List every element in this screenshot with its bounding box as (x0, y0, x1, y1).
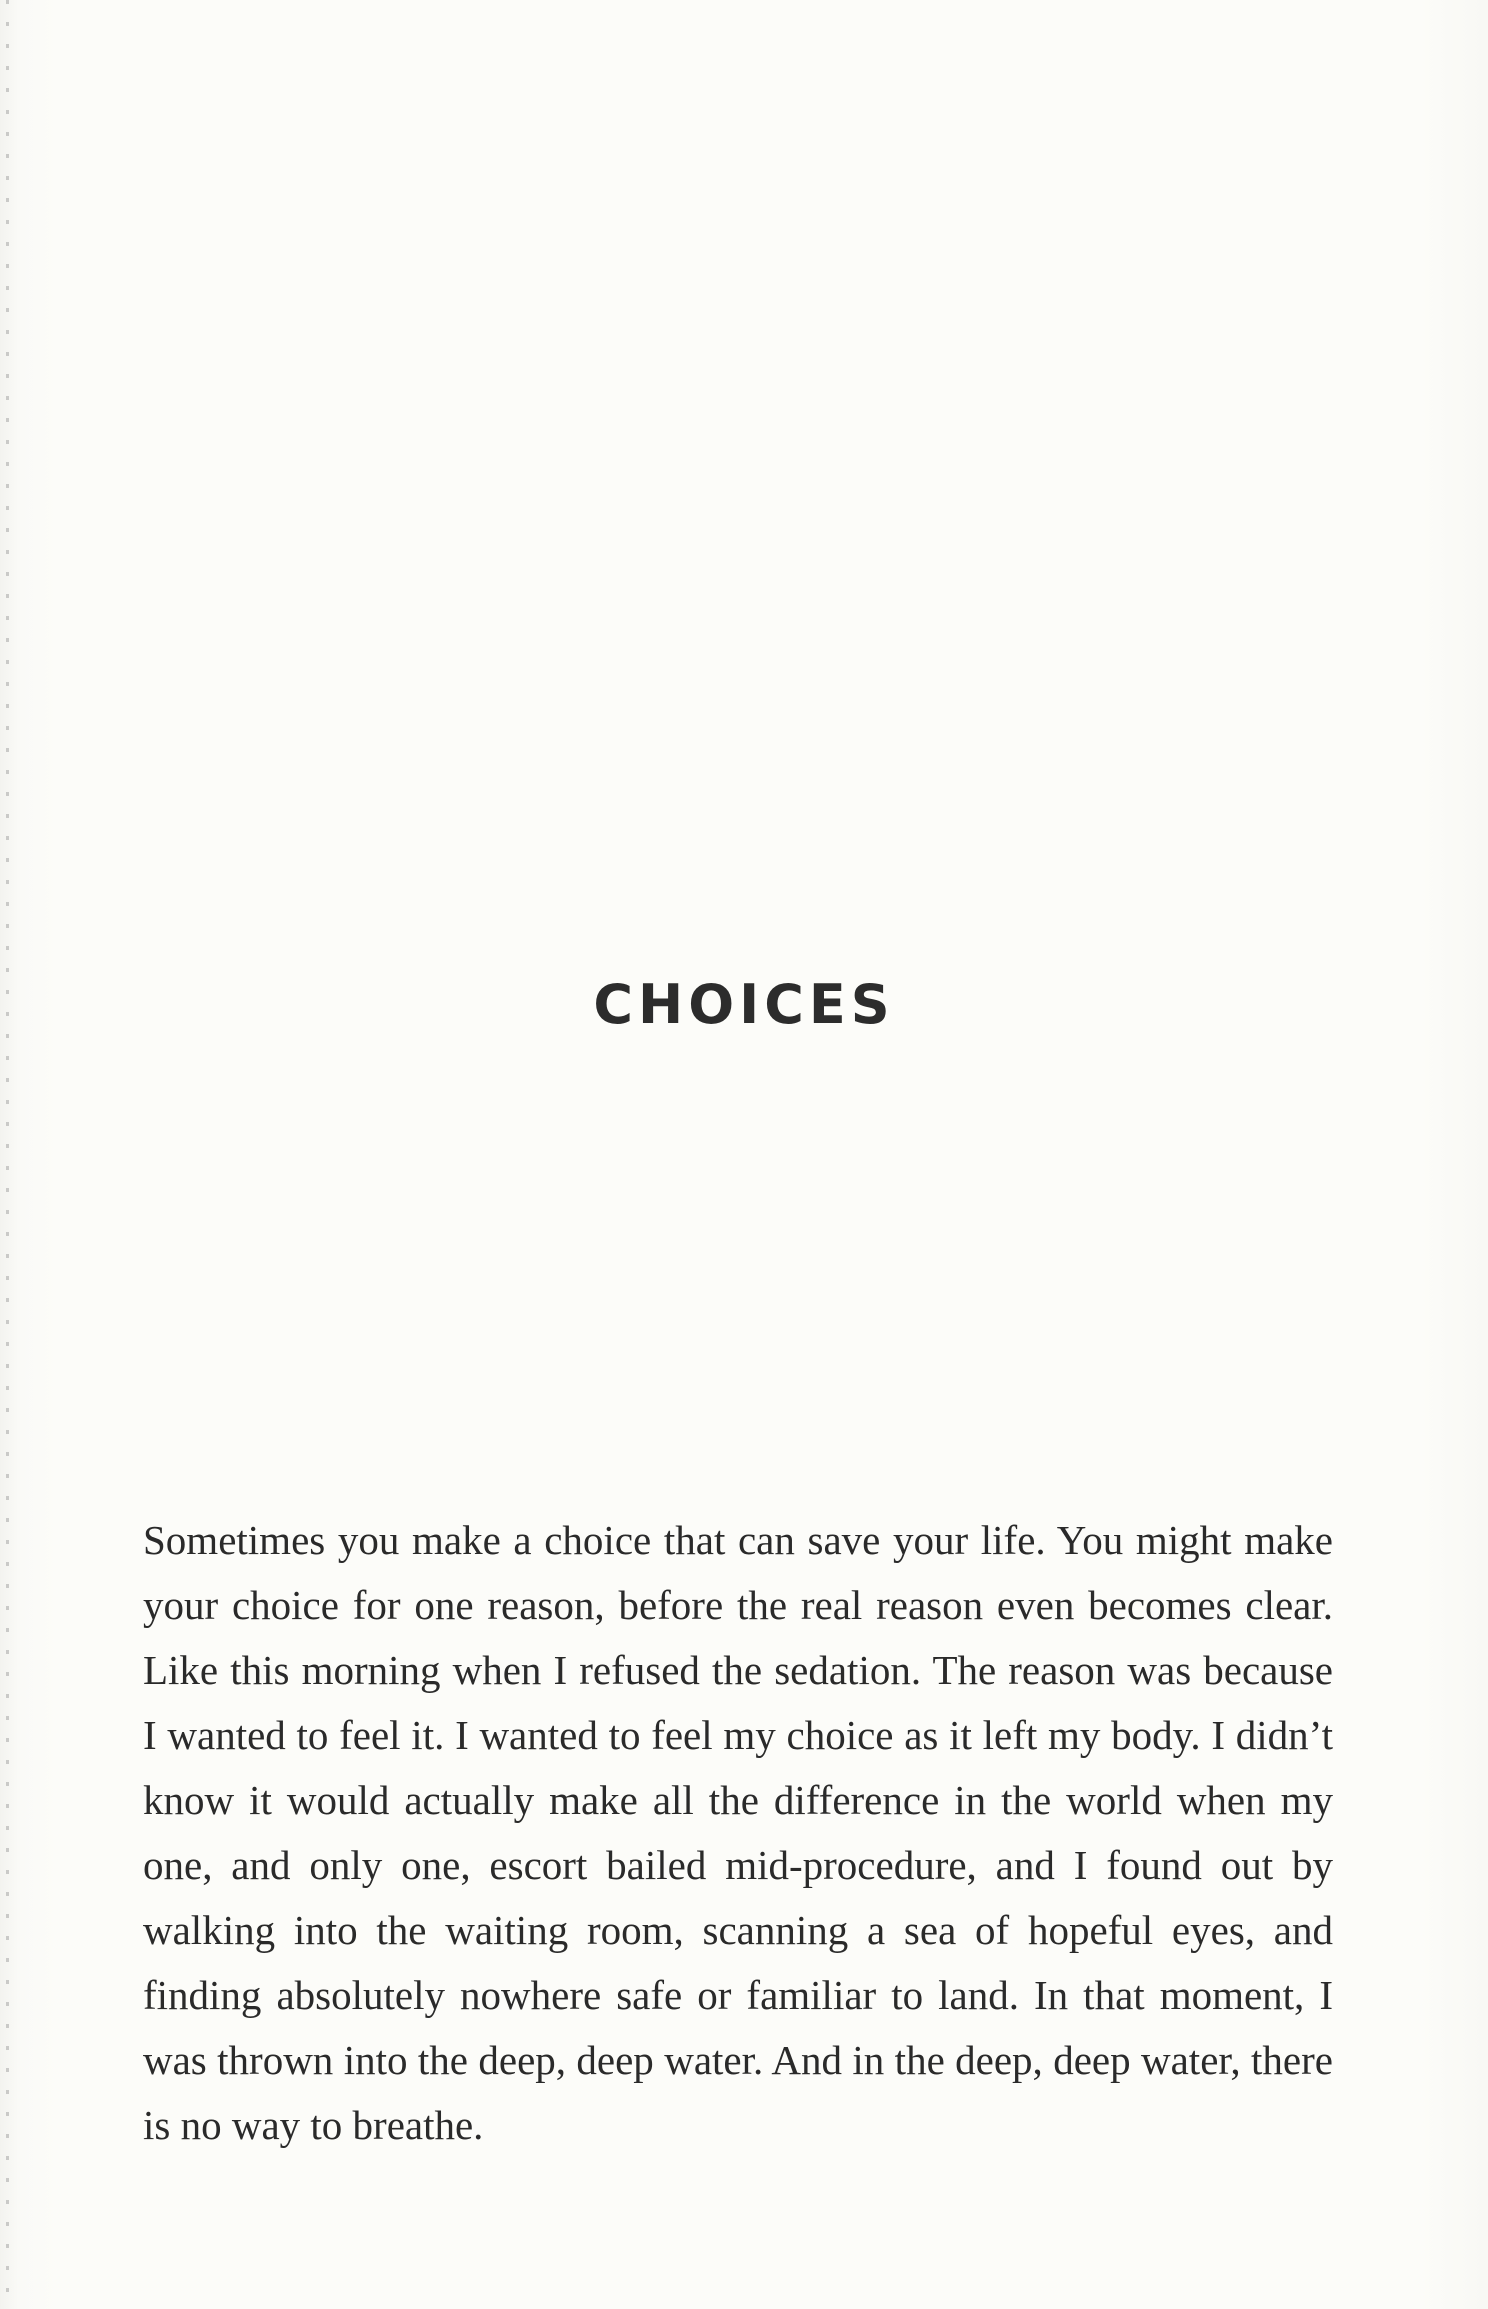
body-paragraph: Sometimes you make a choice that can save your life. You might make your choice for one reason, before the real reason even becomes clear. Like this morning when I refused the sedation. The reason was because I wanted to feel it. I wanted to feel my choice as it left my body. I didn’t know it would actually make all the difference in the world when my one, and only one, escort bailed mid-procedure, and I found out by walking into the waiting room, scanning a sea of hopeful eyes, and finding absolutely nowhere safe or familiar to land. In that moment, I was thrown into the deep, deep water. And in the deep, deep water, there is no way to breathe. (143, 1517, 1333, 2148)
page-binding-edge (6, 0, 9, 2309)
chapter-title: CHOICES (593, 973, 895, 1037)
